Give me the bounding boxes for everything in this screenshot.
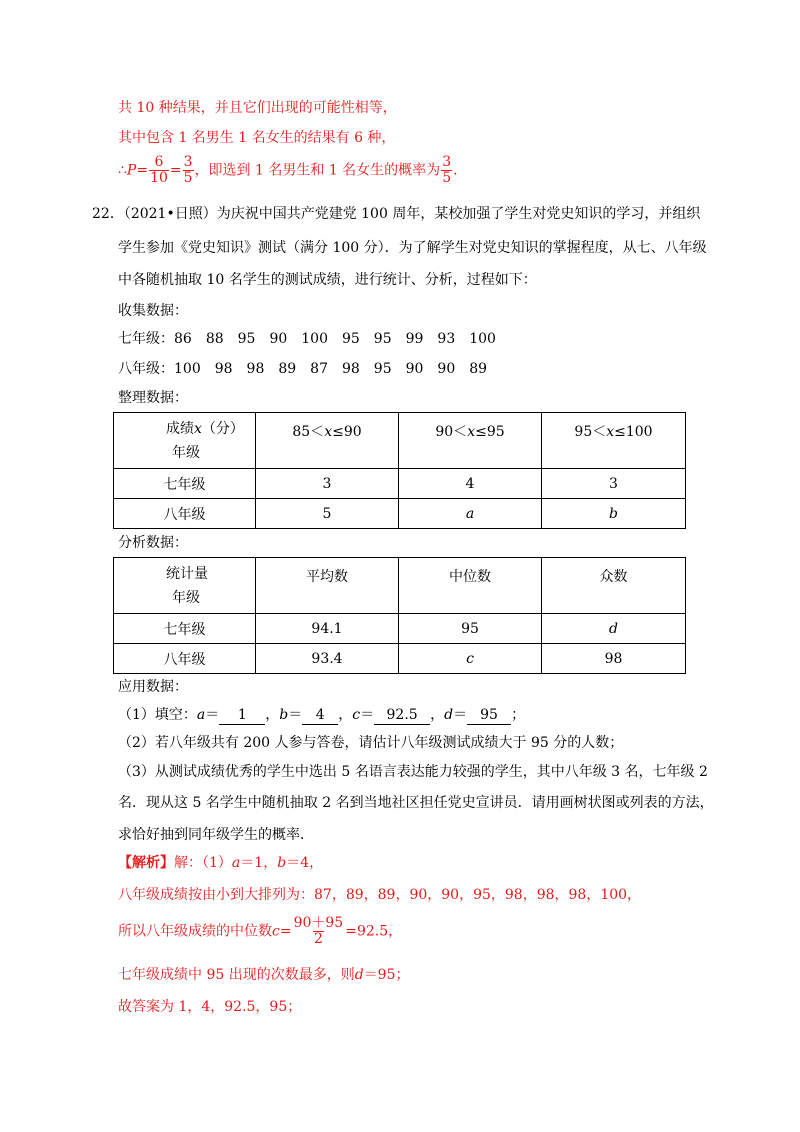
table-cell: b bbox=[542, 499, 686, 529]
table-row bbox=[114, 644, 686, 674]
score-distribution-table bbox=[113, 412, 686, 529]
table-cell: 5 bbox=[256, 499, 399, 529]
table-row bbox=[114, 499, 686, 529]
column-85-90: 85＜x≤90 bbox=[256, 413, 399, 469]
question-22-heading: 22．（2021•日照）为庆祝中国共产党建党 100 周年，某校加强了学生对党史知识的学习，并组织 bbox=[92, 206, 701, 222]
table-cell: a bbox=[399, 499, 542, 529]
fraction-numerator: 6 bbox=[154, 154, 164, 170]
grade7-scores: 七年级：86 88 95 90 100 95 95 99 93 100 bbox=[118, 331, 496, 347]
question-22-line-3: 中各随机抽取 10 名学生的测试成绩，进行统计、分析，过程如下： bbox=[118, 272, 537, 288]
column-mean: 平均数 bbox=[256, 558, 399, 614]
header-grade-label: 年级 bbox=[172, 589, 200, 606]
median-result: =92.5， bbox=[345, 923, 403, 940]
fraction-numerator: 90＋95 bbox=[293, 915, 344, 931]
row-label-grade7: 七年级 bbox=[114, 469, 256, 499]
header-score-label: 成绩x（分） bbox=[166, 420, 244, 437]
table-cell: 3 bbox=[256, 469, 399, 499]
var-c: c bbox=[272, 923, 280, 940]
table-cell: d bbox=[542, 614, 686, 644]
table-corner-header bbox=[114, 558, 256, 614]
column-90-95: 90＜x≤95 bbox=[399, 413, 542, 469]
prev-probability-text: ，即选到 1 名男生和 1 名女生的概率为 bbox=[194, 162, 441, 179]
row-label-grade7: 七年级 bbox=[114, 614, 256, 644]
question-22-line-2: 学生参加《党史知识》测试（满分 100 分）．为了解学生对党史知识的掌握程度，从七、八年级 bbox=[118, 240, 707, 256]
fraction-denominator: 5 bbox=[442, 170, 452, 186]
var-a: a bbox=[196, 707, 206, 723]
solution-line-2: 八年级成绩按由小到大排列为：87，89，89，90，90，95，98，98，98，100， bbox=[118, 887, 642, 903]
equals-sign: ＝ bbox=[205, 707, 220, 723]
fraction-median bbox=[293, 916, 345, 947]
solution-answer-line: 故答案为 1，4，92.5，95； bbox=[118, 999, 302, 1015]
var-c: c bbox=[352, 707, 361, 723]
part-1-prefix: （1）填空： bbox=[118, 707, 197, 723]
grade8-scores: 八年级：100 98 98 89 87 98 95 90 90 89 bbox=[118, 361, 488, 377]
table-cell: 98 bbox=[542, 644, 686, 674]
equals-sign: = bbox=[279, 923, 292, 940]
solution-line-1 bbox=[118, 853, 323, 873]
semicolon: ； bbox=[511, 707, 526, 723]
separator: ， bbox=[430, 707, 445, 723]
table-cell: 95 bbox=[399, 614, 542, 644]
separator: ， bbox=[265, 707, 280, 723]
mode-result: ＝95； bbox=[363, 967, 410, 983]
median-text: 所以八年级成绩的中位数 bbox=[118, 923, 272, 940]
answer-blank-b: 4 bbox=[302, 707, 338, 725]
prev-probability-line bbox=[118, 155, 458, 186]
collect-data-title: 收集数据： bbox=[118, 303, 188, 319]
column-mode: 众数 bbox=[542, 558, 686, 614]
table-header-row bbox=[114, 413, 686, 469]
apply-data-title: 应用数据： bbox=[118, 679, 188, 695]
part-3-line-1: （3）从测试成绩优秀的学生中选出 5 名语言表达能力较强的学生，其中八年级 3 名，七年级 2 bbox=[118, 764, 708, 780]
prev-line-2: 其中包含 1 名男生 1 名女生的结果有 6 种， bbox=[118, 130, 396, 146]
table-cell: 94.1 bbox=[256, 614, 399, 644]
column-95-100: 95＜x≤100 bbox=[542, 413, 686, 469]
header-statistic-label: 统计量 bbox=[166, 565, 208, 582]
statistics-table bbox=[113, 557, 686, 674]
column-median: 中位数 bbox=[399, 558, 542, 614]
solution-prefix: 解：（1） bbox=[174, 855, 232, 871]
fraction-numerator: 3 bbox=[183, 154, 193, 170]
var-p: P bbox=[126, 162, 137, 179]
solution-mode-line bbox=[118, 965, 410, 985]
period: . bbox=[453, 162, 458, 179]
row-label-grade8: 八年级 bbox=[114, 499, 256, 529]
equals-sign: ＝ bbox=[288, 707, 303, 723]
analysis-tag: 【解析】 bbox=[118, 855, 174, 871]
var-a: a bbox=[231, 855, 241, 871]
answer-blank-d: 95 bbox=[467, 707, 511, 725]
var-d: d bbox=[354, 967, 364, 983]
part-3-line-2: 名．现从这 5 名学生中随机抽取 2 名到当地社区担任党史宣讲员．请用画树状图或列表的方法， bbox=[118, 795, 714, 811]
value-b: ＝4， bbox=[286, 855, 324, 871]
therefore-symbol: ∴ bbox=[118, 162, 127, 179]
equals-sign: = bbox=[169, 162, 182, 179]
fraction-3-5-result bbox=[441, 155, 452, 186]
prev-line-1: 共 10 种结果，并且它们出现的可能性相等， bbox=[118, 100, 397, 116]
mode-text: 七年级成绩中 95 出现的次数最多，则 bbox=[118, 967, 355, 983]
separator: ， bbox=[338, 707, 353, 723]
fraction-6-10 bbox=[149, 155, 169, 186]
table-corner-header bbox=[114, 413, 256, 469]
answer-blank-a: 1 bbox=[219, 707, 265, 725]
fraction-3-5 bbox=[183, 155, 194, 186]
table-row bbox=[114, 614, 686, 644]
analyze-data-title: 分析数据： bbox=[118, 535, 188, 551]
equals-sign: ＝ bbox=[453, 707, 468, 723]
solution-median-line bbox=[118, 916, 402, 947]
var-d: d bbox=[444, 707, 454, 723]
table-cell: 4 bbox=[399, 469, 542, 499]
equals-sign: = bbox=[136, 162, 149, 179]
var-b: b bbox=[279, 707, 289, 723]
table-cell: 93.4 bbox=[256, 644, 399, 674]
table-header-row bbox=[114, 558, 686, 614]
table-cell: 3 bbox=[542, 469, 686, 499]
part-1-fill-blanks bbox=[118, 705, 525, 725]
table-cell: c bbox=[399, 644, 542, 674]
fraction-denominator: 2 bbox=[313, 931, 323, 947]
header-grade-label: 年级 bbox=[172, 444, 200, 461]
equals-sign: ＝ bbox=[360, 707, 375, 723]
fraction-numerator: 3 bbox=[442, 154, 452, 170]
value-a: ＝1， bbox=[240, 855, 278, 871]
table-row bbox=[114, 469, 686, 499]
row-label-grade8: 八年级 bbox=[114, 644, 256, 674]
part-3-line-3: 求恰好抽到同年级学生的概率． bbox=[118, 827, 314, 843]
answer-blank-c: 92.5 bbox=[374, 707, 430, 725]
part-2: （2）若八年级共有 200 人参与答卷，请估计八年级测试成绩大于 95 分的人数； bbox=[118, 735, 624, 751]
fraction-denominator: 5 bbox=[183, 170, 193, 186]
var-b: b bbox=[277, 855, 287, 871]
organize-data-title: 整理数据： bbox=[118, 390, 188, 406]
fraction-denominator: 10 bbox=[150, 170, 168, 186]
